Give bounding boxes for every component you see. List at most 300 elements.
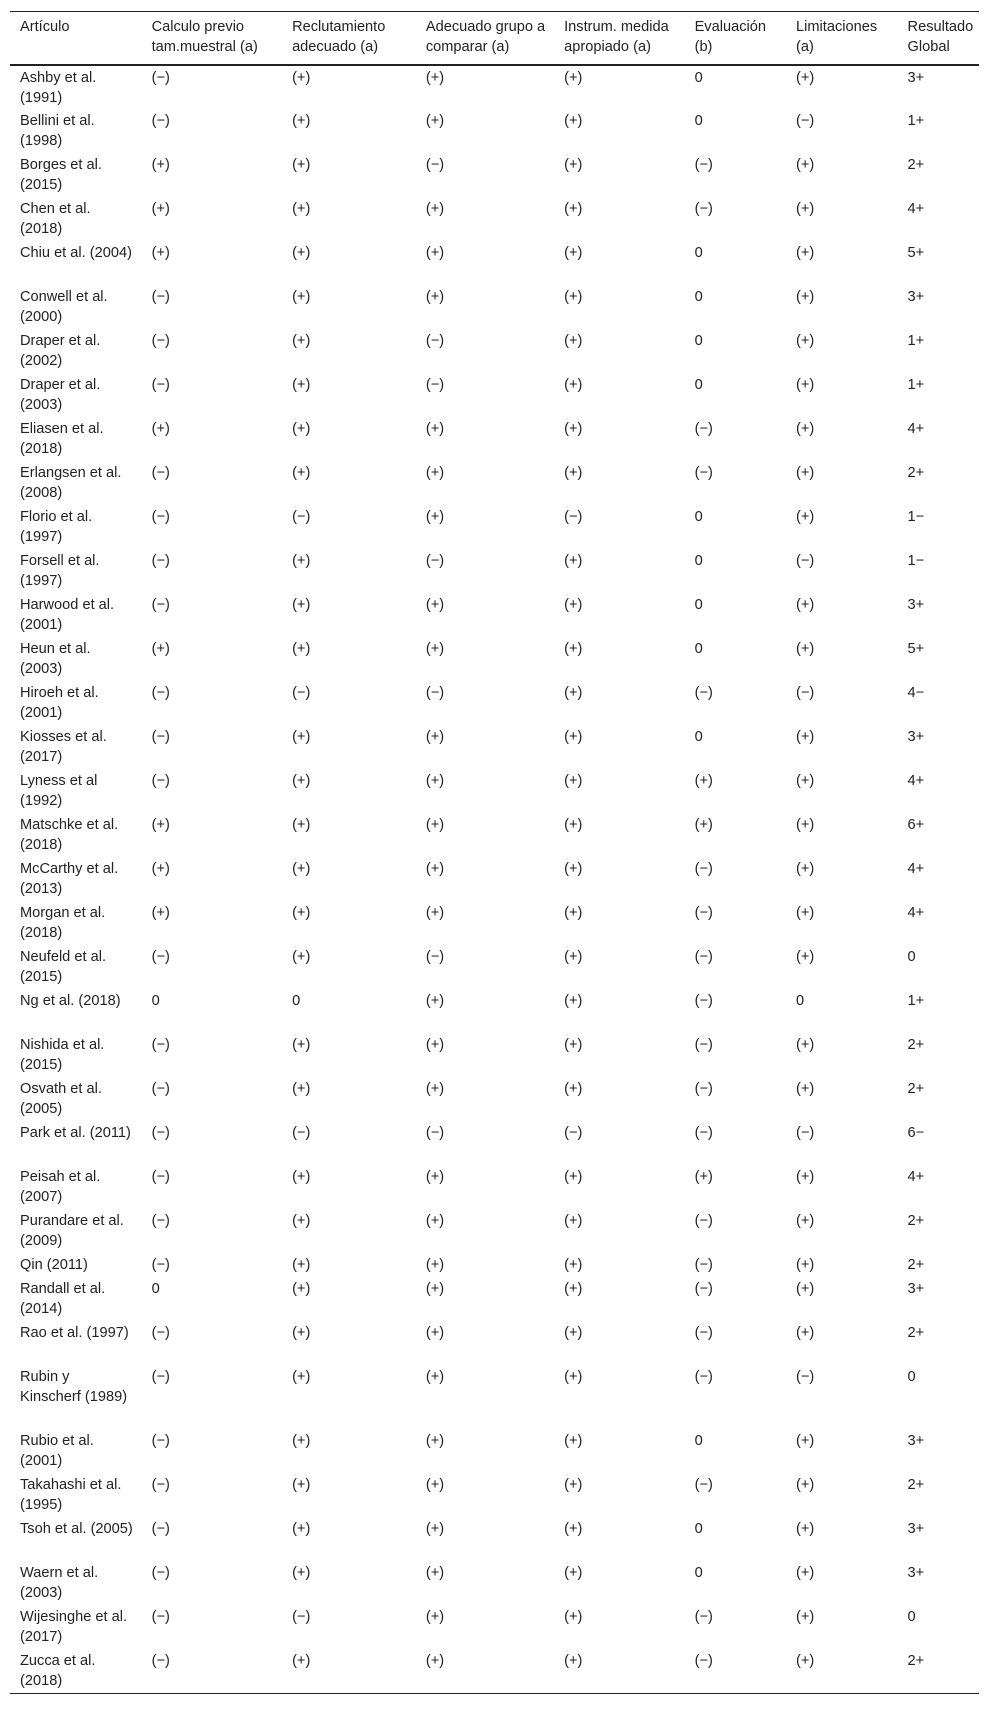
cell-instrumento: (+)	[564, 1281, 583, 1297]
quality-assessment-table-container	[10, 11, 979, 1694]
cell-calculo-previo: (+)	[151, 817, 170, 833]
cell-articulo: McCarthy et al. (2013)	[20, 861, 119, 897]
cell-evaluacion: (−)	[694, 201, 713, 217]
table-row	[10, 945, 979, 989]
cell-instrumento: (+)	[564, 289, 583, 305]
cell-resultado-global: 3+	[907, 1521, 925, 1537]
cell-reclutamiento: (+)	[292, 157, 311, 173]
table-row	[10, 197, 979, 241]
cell-limitaciones: (−)	[796, 1125, 815, 1141]
cell-articulo: Park et al. (2011)	[20, 1125, 131, 1141]
table-row	[10, 1649, 979, 1693]
cell-resultado-global: 1−	[907, 553, 925, 569]
cell-reclutamiento: (+)	[292, 421, 311, 437]
cell-limitaciones: (+)	[796, 333, 815, 349]
cell-grupo-comparar: (+)	[425, 421, 445, 437]
cell-calculo-previo: (−)	[151, 1433, 170, 1449]
cell-grupo-comparar: (+)	[425, 1169, 445, 1185]
cell-calculo-previo: (−)	[151, 553, 170, 569]
cell-articulo: Waern et al. (2003)	[20, 1565, 99, 1601]
cell-instrumento: (+)	[564, 201, 583, 217]
cell-resultado-global: 2+	[907, 1037, 925, 1053]
table-row	[10, 1473, 979, 1517]
cell-grupo-comparar: (+)	[425, 465, 445, 481]
table-row	[10, 1165, 979, 1209]
cell-evaluacion: (−)	[694, 861, 713, 877]
cell-calculo-previo: (−)	[151, 1369, 170, 1385]
cell-grupo-comparar: (+)	[425, 289, 445, 305]
cell-calculo-previo: (−)	[151, 1325, 170, 1341]
table-row	[10, 857, 979, 901]
cell-limitaciones: (+)	[796, 729, 815, 745]
header-reclutamiento: Reclutamiento adecuado (a)	[292, 19, 386, 55]
cell-limitaciones: (+)	[796, 1169, 815, 1185]
cell-calculo-previo: (+)	[151, 641, 170, 657]
cell-evaluacion: (−)	[694, 1037, 713, 1053]
cell-reclutamiento: (+)	[292, 905, 311, 921]
cell-grupo-comparar: (+)	[425, 1477, 445, 1493]
table-row	[10, 1321, 979, 1365]
cell-calculo-previo: (−)	[151, 949, 170, 965]
cell-reclutamiento: (+)	[292, 1433, 311, 1449]
cell-limitaciones: (+)	[796, 1213, 815, 1229]
cell-reclutamiento: (+)	[292, 289, 311, 305]
cell-calculo-previo: (−)	[151, 1477, 170, 1493]
cell-reclutamiento: (+)	[292, 245, 311, 261]
cell-instrumento: (+)	[564, 597, 583, 613]
cell-resultado-global: 4−	[907, 685, 925, 701]
cell-limitaciones: (+)	[796, 597, 815, 613]
cell-evaluacion: (−)	[694, 1281, 713, 1297]
cell-reclutamiento: (+)	[292, 1281, 311, 1297]
cell-articulo: Conwell et al. (2000)	[20, 289, 108, 325]
cell-articulo: Kiosses et al. (2017)	[20, 729, 107, 765]
cell-articulo: Bellini et al. (1998)	[20, 113, 95, 149]
cell-articulo: Rubio et al. (2001)	[20, 1433, 94, 1469]
cell-grupo-comparar: (+)	[425, 1565, 445, 1581]
cell-resultado-global: 4+	[907, 1169, 925, 1185]
cell-instrumento: (+)	[564, 157, 583, 173]
cell-grupo-comparar: (−)	[425, 553, 445, 569]
table-row	[10, 153, 979, 197]
cell-articulo: Borges et al. (2015)	[20, 157, 102, 193]
cell-limitaciones: (−)	[796, 553, 815, 569]
cell-reclutamiento: (+)	[292, 1477, 311, 1493]
cell-grupo-comparar: (+)	[425, 1653, 445, 1669]
cell-evaluacion: 0	[694, 729, 703, 745]
table-row	[10, 813, 979, 857]
cell-instrumento: (+)	[564, 1521, 583, 1537]
cell-resultado-global: 0	[907, 1609, 916, 1625]
cell-instrumento: (−)	[564, 509, 583, 525]
cell-grupo-comparar: (+)	[425, 993, 445, 1009]
table-row	[10, 1517, 979, 1561]
cell-grupo-comparar: (+)	[425, 905, 445, 921]
cell-calculo-previo: (−)	[151, 113, 170, 129]
cell-resultado-global: 3+	[907, 289, 925, 305]
cell-evaluacion: 0	[694, 113, 703, 129]
cell-resultado-global: 1−	[907, 509, 925, 525]
cell-resultado-global: 1+	[907, 993, 925, 1009]
cell-reclutamiento: (+)	[292, 201, 311, 217]
cell-grupo-comparar: (+)	[425, 1037, 445, 1053]
cell-calculo-previo: (−)	[151, 289, 170, 305]
table-row	[10, 505, 979, 549]
table-row	[10, 1121, 979, 1165]
cell-resultado-global: 2+	[907, 1325, 925, 1341]
cell-resultado-global: 3+	[907, 1433, 925, 1449]
cell-instrumento: (+)	[564, 1037, 583, 1053]
cell-limitaciones: (+)	[796, 465, 815, 481]
cell-calculo-previo: (−)	[151, 1609, 170, 1625]
cell-reclutamiento: (+)	[292, 1037, 311, 1053]
cell-limitaciones: (+)	[796, 641, 815, 657]
cell-articulo: Ashby et al. (1991)	[20, 70, 97, 106]
cell-instrumento: (+)	[564, 70, 583, 86]
table-row	[10, 681, 979, 725]
cell-reclutamiento: (+)	[292, 377, 311, 393]
header-limitaciones: Limitaciones (a)	[796, 19, 878, 55]
cell-reclutamiento: (+)	[292, 1325, 311, 1341]
quality-assessment-table	[10, 11, 979, 1694]
cell-calculo-previo: (+)	[151, 905, 170, 921]
cell-reclutamiento: (+)	[292, 70, 311, 86]
cell-resultado-global: 6+	[907, 817, 925, 833]
cell-reclutamiento: (−)	[292, 1125, 311, 1141]
table-row	[10, 109, 979, 153]
table-row	[10, 1077, 979, 1121]
cell-grupo-comparar: (+)	[425, 729, 445, 745]
cell-grupo-comparar: (−)	[425, 377, 445, 393]
cell-grupo-comparar: (+)	[425, 1257, 445, 1273]
cell-articulo: Purandare et al. (2009)	[20, 1213, 124, 1249]
cell-articulo: Forsell et al. (1997)	[20, 553, 100, 589]
cell-resultado-global: 5+	[907, 641, 925, 657]
cell-articulo: Erlangsen et al. (2008)	[20, 465, 122, 501]
cell-evaluacion: (+)	[694, 1169, 713, 1185]
table-row	[10, 637, 979, 681]
cell-resultado-global: 3+	[907, 70, 925, 86]
header-instrumento: Instrum. medida apropiado (a)	[564, 19, 669, 55]
cell-calculo-previo: (−)	[151, 597, 170, 613]
cell-limitaciones: (+)	[796, 1433, 815, 1449]
cell-reclutamiento: (+)	[292, 773, 311, 789]
cell-resultado-global: 4+	[907, 861, 925, 877]
cell-articulo: Randall et al. (2014)	[20, 1281, 106, 1317]
cell-resultado-global: 4+	[907, 421, 925, 437]
cell-articulo: Peisah et al. (2007)	[20, 1169, 101, 1205]
cell-instrumento: (+)	[564, 1565, 583, 1581]
cell-reclutamiento: (+)	[292, 113, 311, 129]
table-row	[10, 1209, 979, 1253]
cell-articulo: Florio et al. (1997)	[20, 509, 93, 545]
cell-evaluacion: (−)	[694, 421, 713, 437]
cell-instrumento: (+)	[564, 1213, 583, 1229]
cell-resultado-global: 5+	[907, 245, 925, 261]
cell-instrumento: (+)	[564, 377, 583, 393]
cell-evaluacion: (−)	[694, 949, 713, 965]
cell-evaluacion: (−)	[694, 993, 713, 1009]
cell-grupo-comparar: (+)	[425, 773, 445, 789]
cell-instrumento: (+)	[564, 905, 583, 921]
cell-resultado-global: 3+	[907, 729, 925, 745]
cell-evaluacion: 0	[694, 70, 703, 86]
cell-limitaciones: (+)	[796, 157, 815, 173]
cell-limitaciones: (+)	[796, 1609, 815, 1625]
cell-resultado-global: 2+	[907, 1477, 925, 1493]
cell-articulo: Ng et al. (2018)	[20, 993, 121, 1009]
cell-grupo-comparar: (−)	[425, 333, 445, 349]
cell-resultado-global: 1+	[907, 113, 925, 129]
cell-limitaciones: (+)	[796, 245, 815, 261]
cell-instrumento: (−)	[564, 1125, 583, 1141]
header-grupo-comparar: Adecuado grupo a comparar (a)	[425, 19, 546, 55]
cell-instrumento: (+)	[564, 861, 583, 877]
cell-limitaciones: (+)	[796, 1477, 815, 1493]
cell-resultado-global: 0	[907, 1369, 916, 1385]
cell-limitaciones: (+)	[796, 949, 815, 965]
table-row	[10, 417, 979, 461]
cell-articulo: Matschke et al. (2018)	[20, 817, 119, 853]
table-row	[10, 373, 979, 417]
cell-instrumento: (+)	[564, 1433, 583, 1449]
cell-reclutamiento: (−)	[292, 1609, 311, 1625]
cell-reclutamiento: (+)	[292, 1653, 311, 1669]
cell-instrumento: (+)	[564, 641, 583, 657]
cell-limitaciones: (+)	[796, 1325, 815, 1341]
table-row	[10, 769, 979, 813]
cell-evaluacion: 0	[694, 245, 703, 261]
cell-instrumento: (+)	[564, 245, 583, 261]
table-row	[10, 241, 979, 285]
cell-calculo-previo: (+)	[151, 245, 170, 261]
cell-reclutamiento: (+)	[292, 1565, 311, 1581]
table-row	[10, 461, 979, 505]
cell-resultado-global: 3+	[907, 597, 925, 613]
cell-grupo-comparar: (+)	[425, 597, 445, 613]
cell-articulo: Heun et al. (2003)	[20, 641, 91, 677]
cell-grupo-comparar: (+)	[425, 509, 445, 525]
cell-resultado-global: 2+	[907, 157, 925, 173]
cell-articulo: Harwood et al. (2001)	[20, 597, 115, 633]
cell-calculo-previo: (+)	[151, 201, 170, 217]
cell-resultado-global: 1+	[907, 333, 925, 349]
table-row	[10, 1561, 979, 1605]
header-resultado-global: Resultado Global	[907, 19, 974, 55]
cell-evaluacion: (−)	[694, 1213, 713, 1229]
table-row	[10, 1253, 979, 1277]
cell-evaluacion: (+)	[694, 773, 713, 789]
cell-resultado-global: 3+	[907, 1565, 925, 1581]
cell-evaluacion: 0	[694, 553, 703, 569]
cell-limitaciones: (+)	[796, 905, 815, 921]
table-row	[10, 593, 979, 637]
cell-limitaciones: (+)	[796, 861, 815, 877]
cell-calculo-previo: (−)	[151, 1169, 170, 1185]
cell-evaluacion: 0	[694, 641, 703, 657]
cell-resultado-global: 2+	[907, 1653, 925, 1669]
table-body	[10, 65, 979, 1693]
cell-calculo-previo: (+)	[151, 861, 170, 877]
cell-limitaciones: (+)	[796, 1081, 815, 1097]
cell-instrumento: (+)	[564, 465, 583, 481]
cell-instrumento: (+)	[564, 1369, 583, 1385]
cell-resultado-global: 2+	[907, 465, 925, 481]
cell-grupo-comparar: (+)	[425, 1521, 445, 1537]
cell-calculo-previo: (−)	[151, 1125, 170, 1141]
table-row	[10, 65, 979, 109]
cell-calculo-previo: (−)	[151, 1213, 170, 1229]
cell-reclutamiento: (+)	[292, 333, 311, 349]
cell-reclutamiento: (−)	[292, 685, 311, 701]
cell-instrumento: (+)	[564, 817, 583, 833]
cell-grupo-comparar: (+)	[425, 1369, 445, 1385]
cell-evaluacion: (−)	[694, 465, 713, 481]
cell-instrumento: (+)	[564, 949, 583, 965]
cell-articulo: Tsoh et al. (2005)	[20, 1521, 133, 1537]
cell-articulo: Chen et al. (2018)	[20, 201, 91, 237]
cell-limitaciones: (−)	[796, 1369, 815, 1385]
cell-articulo: Hiroeh et al. (2001)	[20, 685, 99, 721]
cell-grupo-comparar: (+)	[425, 861, 445, 877]
cell-limitaciones: (+)	[796, 201, 815, 217]
cell-evaluacion: 0	[694, 1521, 703, 1537]
cell-instrumento: (+)	[564, 113, 583, 129]
cell-calculo-previo: (−)	[151, 377, 170, 393]
header-articulo: Artículo	[20, 19, 70, 35]
cell-calculo-previo: (−)	[151, 729, 170, 745]
cell-instrumento: (+)	[564, 1325, 583, 1341]
cell-resultado-global: 2+	[907, 1257, 925, 1273]
cell-grupo-comparar: (+)	[425, 1325, 445, 1341]
cell-reclutamiento: (+)	[292, 553, 311, 569]
cell-limitaciones: (+)	[796, 377, 815, 393]
cell-instrumento: (+)	[564, 993, 583, 1009]
cell-articulo: Morgan et al. (2018)	[20, 905, 106, 941]
cell-instrumento: (+)	[564, 333, 583, 349]
cell-instrumento: (+)	[564, 1477, 583, 1493]
cell-reclutamiento: (+)	[292, 1521, 311, 1537]
cell-grupo-comparar: (+)	[425, 1081, 445, 1097]
cell-resultado-global: 4+	[907, 773, 925, 789]
cell-evaluacion: 0	[694, 597, 703, 613]
cell-reclutamiento: (+)	[292, 465, 311, 481]
cell-grupo-comparar: (−)	[425, 949, 445, 965]
header-row	[10, 12, 979, 66]
cell-evaluacion: (−)	[694, 1369, 713, 1385]
cell-limitaciones: (−)	[796, 685, 815, 701]
cell-articulo: Qin (2011)	[20, 1257, 88, 1273]
cell-reclutamiento: (−)	[292, 509, 311, 525]
cell-limitaciones: (+)	[796, 1257, 815, 1273]
cell-reclutamiento: (+)	[292, 729, 311, 745]
cell-instrumento: (+)	[564, 421, 583, 437]
cell-limitaciones: (+)	[796, 1565, 815, 1581]
cell-grupo-comparar: (+)	[425, 70, 445, 86]
cell-evaluacion: 0	[694, 289, 703, 305]
cell-reclutamiento: (+)	[292, 1257, 311, 1273]
cell-articulo: Lyness et al (1992)	[20, 773, 98, 809]
cell-instrumento: (+)	[564, 773, 583, 789]
cell-grupo-comparar: (+)	[425, 641, 445, 657]
table-row	[10, 725, 979, 769]
cell-evaluacion: 0	[694, 1433, 703, 1449]
table-row	[10, 1429, 979, 1473]
cell-limitaciones: (+)	[796, 1037, 815, 1053]
cell-limitaciones: (+)	[796, 421, 815, 437]
cell-articulo: Zucca et al. (2018)	[20, 1653, 96, 1689]
cell-calculo-previo: (−)	[151, 333, 170, 349]
cell-calculo-previo: (−)	[151, 465, 170, 481]
cell-reclutamiento: (+)	[292, 817, 311, 833]
cell-evaluacion: (−)	[694, 685, 713, 701]
cell-limitaciones: 0	[796, 993, 805, 1009]
cell-reclutamiento: (+)	[292, 1213, 311, 1229]
cell-articulo: Wijesinghe et al. (2017)	[20, 1609, 128, 1645]
cell-calculo-previo: (−)	[151, 1257, 170, 1273]
cell-limitaciones: (+)	[796, 1281, 815, 1297]
table-row	[10, 1605, 979, 1649]
header-evaluacion: Evaluación (b)	[694, 19, 766, 55]
table-row	[10, 285, 979, 329]
cell-evaluacion: (−)	[694, 1257, 713, 1273]
cell-grupo-comparar: (−)	[425, 685, 445, 701]
cell-resultado-global: 1+	[907, 377, 925, 393]
cell-articulo: Neufeld et al. (2015)	[20, 949, 106, 985]
cell-limitaciones: (−)	[796, 113, 815, 129]
cell-grupo-comparar: (+)	[425, 1213, 445, 1229]
cell-limitaciones: (+)	[796, 1653, 815, 1669]
cell-grupo-comparar: (+)	[425, 1609, 445, 1625]
cell-grupo-comparar: (+)	[425, 201, 445, 217]
cell-evaluacion: 0	[694, 509, 703, 525]
cell-calculo-previo: 0	[151, 1281, 160, 1297]
cell-evaluacion: 0	[694, 1565, 703, 1581]
cell-reclutamiento: (+)	[292, 861, 311, 877]
table-row	[10, 1365, 979, 1429]
cell-instrumento: (+)	[564, 1081, 583, 1097]
cell-calculo-previo: (+)	[151, 421, 170, 437]
cell-articulo: Draper et al. (2002)	[20, 333, 101, 369]
cell-resultado-global: 2+	[907, 1213, 925, 1229]
cell-resultado-global: 4+	[907, 201, 925, 217]
cell-limitaciones: (+)	[796, 1521, 815, 1537]
cell-resultado-global: 3+	[907, 1281, 925, 1297]
cell-grupo-comparar: (+)	[425, 113, 445, 129]
cell-calculo-previo: (+)	[151, 157, 170, 173]
cell-articulo: Eliasen et al. (2018)	[20, 421, 104, 457]
cell-limitaciones: (+)	[796, 509, 815, 525]
cell-evaluacion: (−)	[694, 1609, 713, 1625]
cell-calculo-previo: 0	[151, 993, 160, 1009]
cell-calculo-previo: (−)	[151, 773, 170, 789]
cell-articulo: Rubin y Kinscherf (1989)	[20, 1369, 128, 1405]
cell-calculo-previo: (−)	[151, 1521, 170, 1537]
cell-instrumento: (+)	[564, 553, 583, 569]
cell-reclutamiento: (+)	[292, 949, 311, 965]
cell-instrumento: (+)	[564, 1169, 583, 1185]
cell-instrumento: (+)	[564, 1653, 583, 1669]
header-calculo-previo: Calculo previo tam.muestral (a)	[151, 19, 258, 55]
cell-grupo-comparar: (+)	[425, 817, 445, 833]
cell-evaluacion: (−)	[694, 1325, 713, 1341]
table-row	[10, 329, 979, 373]
cell-grupo-comparar: (+)	[425, 1433, 445, 1449]
table-row	[10, 1277, 979, 1321]
cell-evaluacion: (−)	[694, 1125, 713, 1141]
cell-calculo-previo: (−)	[151, 509, 170, 525]
cell-grupo-comparar: (+)	[425, 245, 445, 261]
